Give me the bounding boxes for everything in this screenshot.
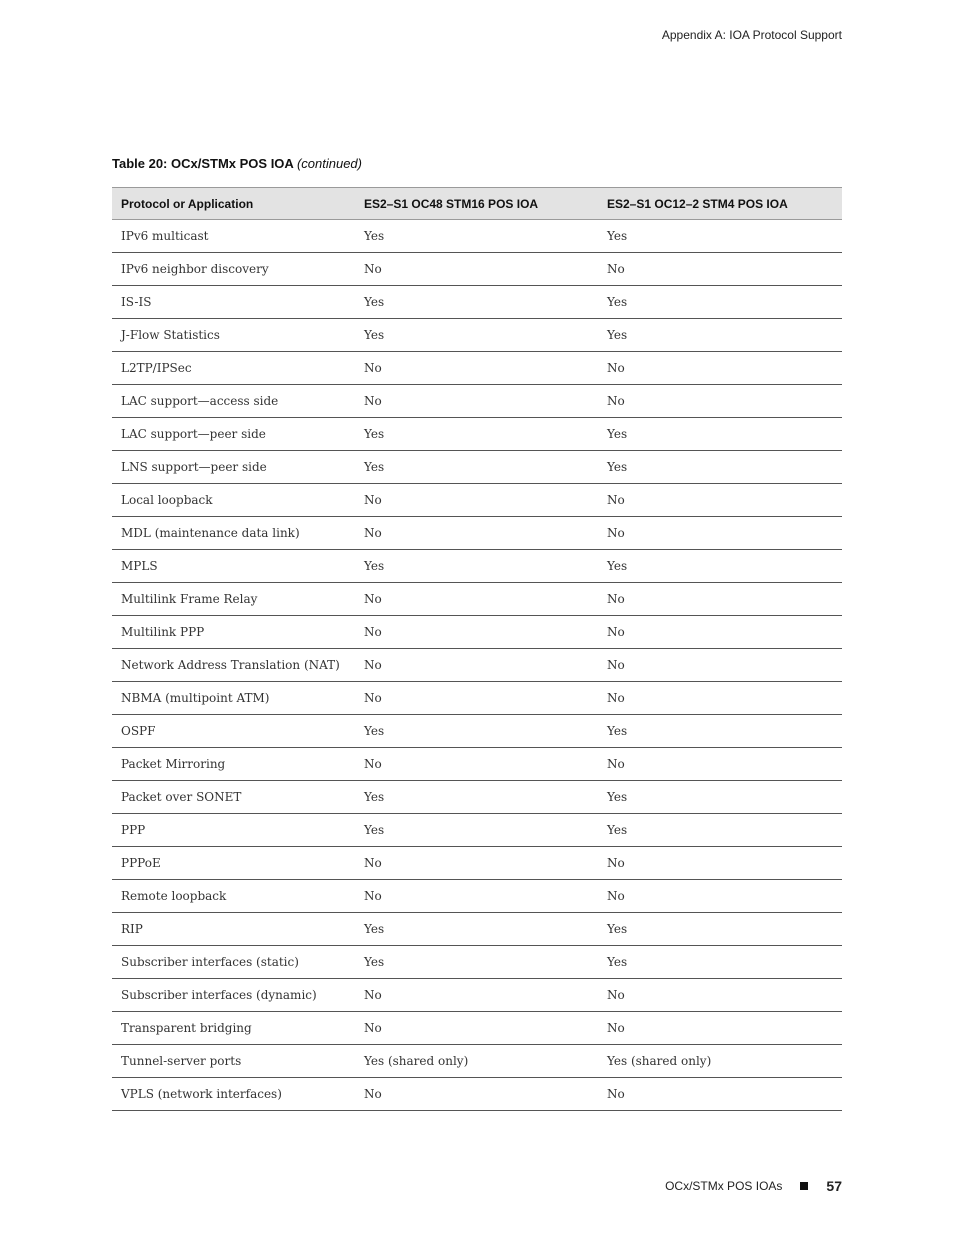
table-row xyxy=(112,649,842,682)
cell-oc48-support: Yes xyxy=(355,715,598,748)
cell-oc12-support: Yes xyxy=(598,814,842,847)
cell-oc12-support: Yes xyxy=(598,946,842,979)
cell-oc12-support: No xyxy=(598,484,842,517)
table-row xyxy=(112,286,842,319)
footer-square-bullet-icon xyxy=(800,1182,808,1190)
cell-oc48-support: No xyxy=(355,583,598,616)
cell-oc12-support: Yes xyxy=(598,913,842,946)
table-row xyxy=(112,946,842,979)
cell-protocol: Tunnel-server ports xyxy=(112,1045,355,1078)
cell-protocol: PPP xyxy=(112,814,355,847)
cell-protocol: J-Flow Statistics xyxy=(112,319,355,352)
table-row xyxy=(112,319,842,352)
cell-oc48-support: No xyxy=(355,649,598,682)
table-row xyxy=(112,1012,842,1045)
cell-protocol: Packet Mirroring xyxy=(112,748,355,781)
cell-oc12-support: No xyxy=(598,583,842,616)
cell-oc48-support: No xyxy=(355,253,598,286)
running-header: Appendix A: IOA Protocol Support xyxy=(661,28,842,42)
cell-oc12-support: No xyxy=(598,616,842,649)
cell-oc48-support: Yes xyxy=(355,319,598,352)
table-row xyxy=(112,1045,842,1078)
cell-oc12-support: Yes xyxy=(598,550,842,583)
table-row xyxy=(112,748,842,781)
table-row xyxy=(112,418,842,451)
page-number: 57 xyxy=(826,1178,842,1194)
cell-oc12-support: No xyxy=(598,1012,842,1045)
table-row xyxy=(112,847,842,880)
cell-protocol: PPPoE xyxy=(112,847,355,880)
table-row xyxy=(112,682,842,715)
table-body xyxy=(112,220,842,1111)
cell-protocol: Packet over SONET xyxy=(112,781,355,814)
page-footer xyxy=(665,1178,842,1194)
table-caption xyxy=(112,156,362,171)
cell-protocol: Transparent bridging xyxy=(112,1012,355,1045)
table-row xyxy=(112,451,842,484)
table-row xyxy=(112,616,842,649)
cell-oc12-support: Yes xyxy=(598,451,842,484)
cell-protocol: Multilink Frame Relay xyxy=(112,583,355,616)
table-row xyxy=(112,814,842,847)
table-row xyxy=(112,517,842,550)
cell-oc48-support: No xyxy=(355,1012,598,1045)
cell-oc48-support: No xyxy=(355,385,598,418)
cell-protocol: IPv6 neighbor discovery xyxy=(112,253,355,286)
cell-oc48-support: No xyxy=(355,517,598,550)
cell-oc12-support: Yes xyxy=(598,319,842,352)
table-row xyxy=(112,253,842,286)
cell-oc48-support: No xyxy=(355,748,598,781)
cell-oc48-support: No xyxy=(355,682,598,715)
cell-oc12-support: No xyxy=(598,880,842,913)
cell-protocol: IS-IS xyxy=(112,286,355,319)
cell-oc48-support: No xyxy=(355,616,598,649)
cell-oc12-support: No xyxy=(598,1078,842,1111)
table-row xyxy=(112,979,842,1012)
cell-protocol: L2TP/IPSec xyxy=(112,352,355,385)
cell-protocol: LNS support—peer side xyxy=(112,451,355,484)
table-row xyxy=(112,583,842,616)
table-row xyxy=(112,385,842,418)
cell-oc12-support: Yes xyxy=(598,715,842,748)
column-header-oc48: ES2–S1 OC48 STM16 POS IOA xyxy=(355,188,598,220)
column-header-protocol: Protocol or Application xyxy=(112,188,355,220)
table-header-row xyxy=(112,188,842,220)
cell-oc48-support: No xyxy=(355,484,598,517)
cell-oc48-support: No xyxy=(355,352,598,385)
cell-protocol: Local loopback xyxy=(112,484,355,517)
cell-oc48-support: Yes xyxy=(355,814,598,847)
cell-oc12-support: No xyxy=(598,748,842,781)
cell-oc12-support: Yes (shared only) xyxy=(598,1045,842,1078)
cell-oc48-support: Yes xyxy=(355,451,598,484)
cell-oc12-support: Yes xyxy=(598,781,842,814)
cell-oc12-support: No xyxy=(598,385,842,418)
cell-protocol: LAC support—peer side xyxy=(112,418,355,451)
cell-protocol: RIP xyxy=(112,913,355,946)
table-row xyxy=(112,715,842,748)
footer-section-title: OCx/STMx POS IOAs xyxy=(665,1179,783,1193)
cell-protocol: VPLS (network interfaces) xyxy=(112,1078,355,1111)
cell-oc48-support: Yes xyxy=(355,220,598,253)
cell-oc48-support: No xyxy=(355,979,598,1012)
cell-oc48-support: No xyxy=(355,847,598,880)
cell-protocol: MPLS xyxy=(112,550,355,583)
cell-oc48-support: Yes xyxy=(355,913,598,946)
table-caption-continued: (continued) xyxy=(296,156,362,171)
table-row xyxy=(112,781,842,814)
column-header-oc12: ES2–S1 OC12–2 STM4 POS IOA xyxy=(598,188,842,220)
cell-oc48-support: Yes xyxy=(355,286,598,319)
table-row xyxy=(112,220,842,253)
cell-oc48-support: No xyxy=(355,1078,598,1111)
cell-oc48-support: No xyxy=(355,880,598,913)
cell-oc48-support: Yes (shared only) xyxy=(355,1045,598,1078)
cell-oc48-support: Yes xyxy=(355,418,598,451)
cell-protocol: IPv6 multicast xyxy=(112,220,355,253)
table-row xyxy=(112,550,842,583)
cell-oc12-support: Yes xyxy=(598,286,842,319)
cell-oc12-support: No xyxy=(598,682,842,715)
cell-protocol: LAC support—access side xyxy=(112,385,355,418)
cell-oc12-support: Yes xyxy=(598,418,842,451)
table-caption-title: Table 20: OCx/STMx POS IOA xyxy=(112,156,294,171)
cell-oc12-support: No xyxy=(598,253,842,286)
cell-protocol: Network Address Translation (NAT) xyxy=(112,649,355,682)
cell-oc48-support: Yes xyxy=(355,550,598,583)
protocol-support-table xyxy=(112,187,842,1111)
cell-protocol: Multilink PPP xyxy=(112,616,355,649)
cell-oc48-support: Yes xyxy=(355,946,598,979)
cell-protocol: Subscriber interfaces (static) xyxy=(112,946,355,979)
cell-oc12-support: No xyxy=(598,352,842,385)
cell-protocol: Remote loopback xyxy=(112,880,355,913)
cell-oc12-support: No xyxy=(598,847,842,880)
cell-protocol: Subscriber interfaces (dynamic) xyxy=(112,979,355,1012)
table-row xyxy=(112,352,842,385)
cell-oc48-support: Yes xyxy=(355,781,598,814)
cell-oc12-support: No xyxy=(598,517,842,550)
cell-oc12-support: No xyxy=(598,979,842,1012)
cell-protocol: OSPF xyxy=(112,715,355,748)
table-row xyxy=(112,484,842,517)
cell-protocol: MDL (maintenance data link) xyxy=(112,517,355,550)
cell-oc12-support: Yes xyxy=(598,220,842,253)
cell-oc12-support: No xyxy=(598,649,842,682)
cell-protocol: NBMA (multipoint ATM) xyxy=(112,682,355,715)
table-row xyxy=(112,880,842,913)
table-row xyxy=(112,913,842,946)
table-row xyxy=(112,1078,842,1111)
